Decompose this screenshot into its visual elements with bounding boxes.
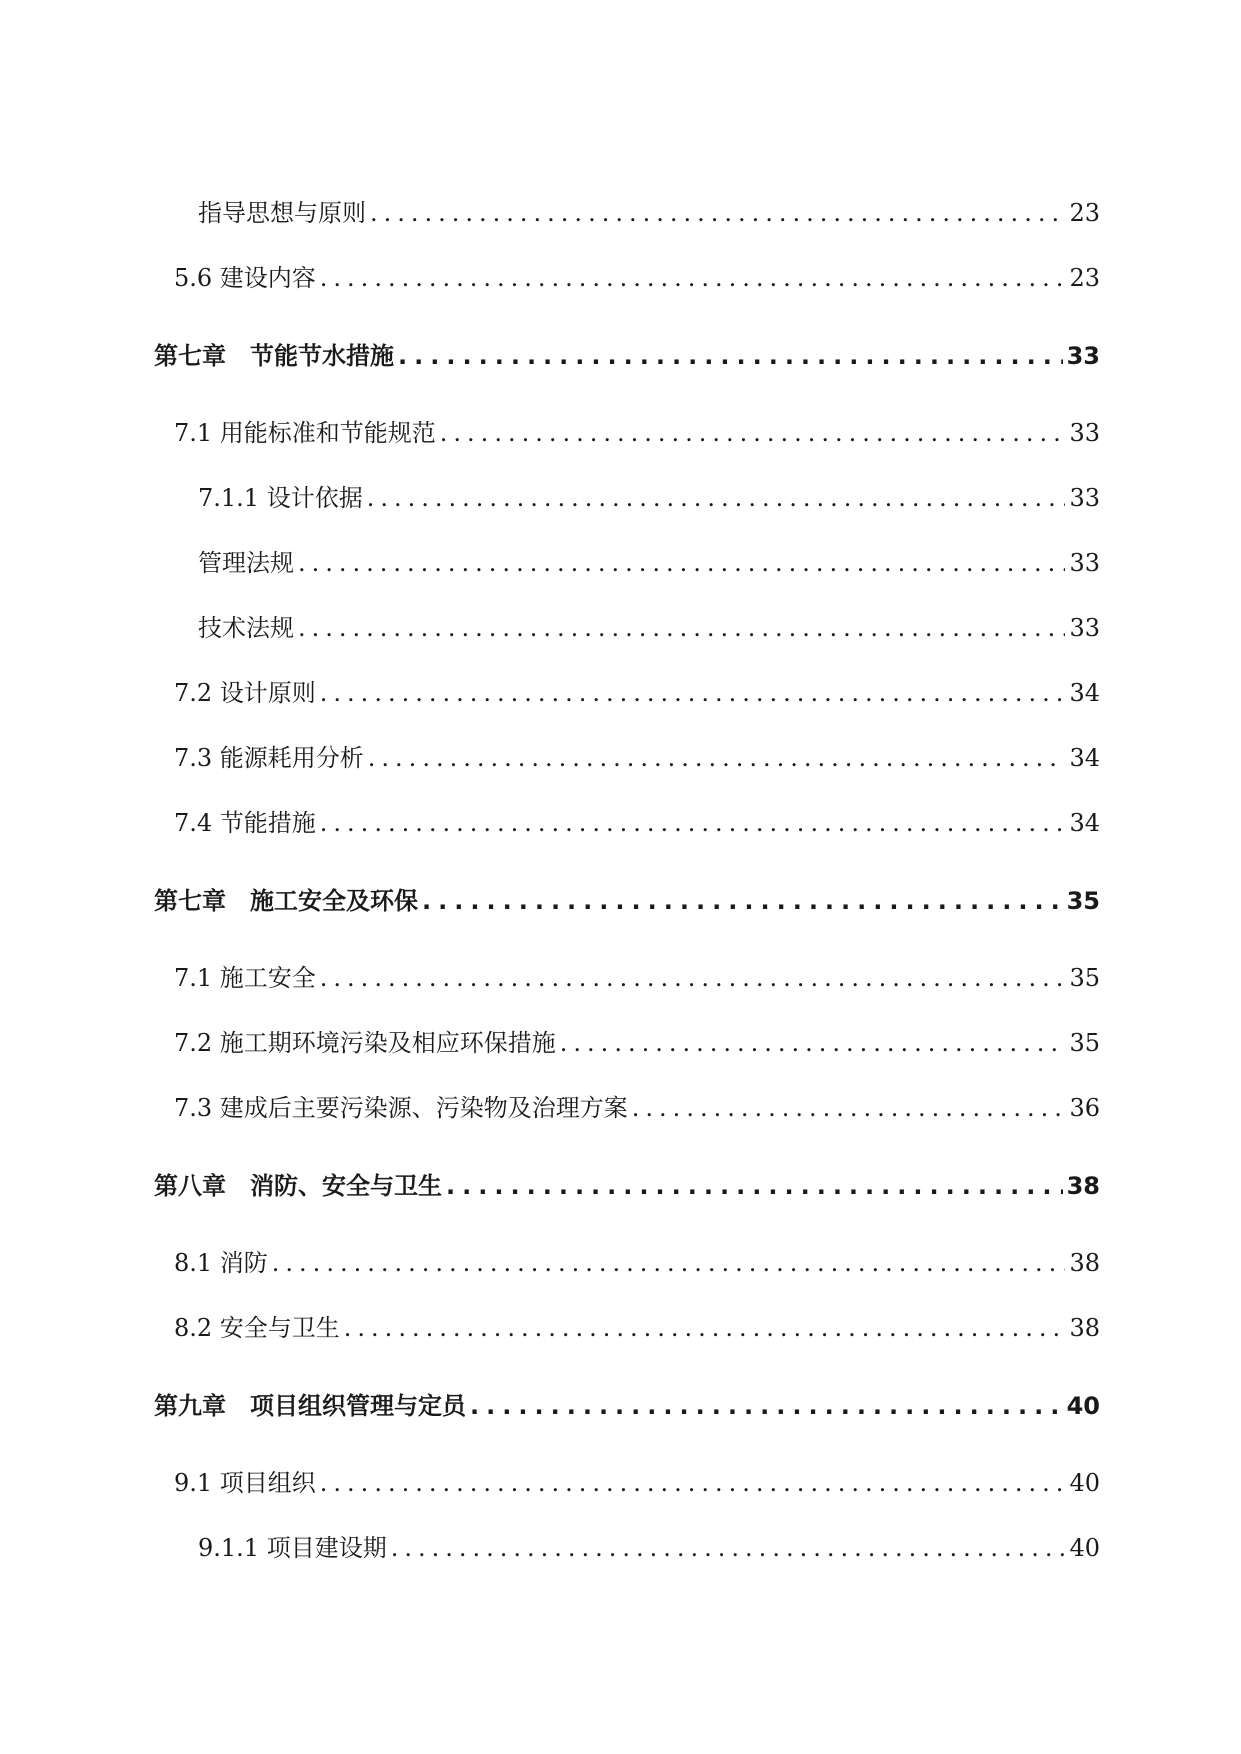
toc-entry[interactable]	[174, 1088, 1100, 1123]
toc-entry-title: 7.4 节能措施	[174, 809, 316, 837]
toc-entry[interactable]	[198, 193, 1100, 228]
toc-entry-page: 38	[1066, 1172, 1100, 1200]
toc-entry[interactable]	[174, 673, 1100, 708]
toc-entry[interactable]	[198, 543, 1100, 578]
toc-entry-page: 40	[1069, 1469, 1100, 1497]
toc-entry[interactable]	[174, 803, 1100, 838]
toc-entry-title: 8.2 安全与卫生	[174, 1314, 340, 1342]
toc-leader	[398, 342, 1063, 370]
toc-entry-page: 34	[1069, 744, 1100, 772]
toc-entry-page: 40	[1066, 1392, 1100, 1420]
toc-entry-page: 35	[1069, 1029, 1100, 1057]
toc-leader	[320, 964, 1066, 992]
toc-leader	[370, 199, 1065, 227]
toc-leader	[344, 1314, 1066, 1342]
toc-entry-title: 7.1 施工安全	[174, 964, 316, 992]
toc-entry-page: 35	[1066, 887, 1100, 915]
toc-leader	[367, 484, 1066, 512]
toc-entry-title: 7.2 施工期环境污染及相应环保措施	[174, 1029, 556, 1057]
toc-entry-title: 第七章 施工安全及环保	[154, 887, 418, 915]
toc-leader	[272, 1249, 1066, 1277]
toc-entry-title: 9.1.1 项目建设期	[198, 1534, 387, 1562]
toc-entry-title: 指导思想与原则	[198, 199, 366, 227]
toc-entry-title: 管理法规	[198, 549, 294, 577]
toc-entry-title: 9.1 项目组织	[174, 1469, 316, 1497]
toc-entry-title: 技术法规	[198, 614, 294, 642]
toc-entry[interactable]	[174, 958, 1100, 993]
toc-entry-title: 7.2 设计原则	[174, 679, 316, 707]
toc-entry[interactable]	[198, 1528, 1100, 1563]
toc-leader	[320, 679, 1066, 707]
toc-leader	[298, 614, 1065, 642]
toc-entry[interactable]	[198, 608, 1100, 643]
toc-leader	[320, 264, 1066, 292]
toc-entry-title: 第八章 消防、安全与卫生	[154, 1172, 442, 1200]
toc-entry-title: 8.1 消防	[174, 1249, 268, 1277]
toc-entry[interactable]	[174, 1023, 1100, 1058]
toc-entry-title: 第九章 项目组织管理与定员	[154, 1392, 466, 1420]
toc-chapter-entry[interactable]	[154, 881, 1100, 916]
toc-leader	[560, 1029, 1066, 1057]
toc-entry-page: 35	[1069, 964, 1100, 992]
toc-entry-title: 7.1.1 设计依据	[198, 484, 363, 512]
toc-entry[interactable]	[174, 738, 1100, 773]
toc-leader	[320, 809, 1066, 837]
toc-entry-page: 34	[1069, 809, 1100, 837]
toc-chapter-entry[interactable]	[154, 1386, 1100, 1421]
toc-entry-page: 38	[1069, 1249, 1100, 1277]
toc-entry-page: 33	[1066, 342, 1100, 370]
toc-leader	[320, 1469, 1066, 1497]
toc-entry-page: 23	[1069, 264, 1100, 292]
toc-entry-title: 7.3 建成后主要污染源、污染物及治理方案	[174, 1094, 628, 1122]
toc-entry[interactable]	[174, 1463, 1100, 1498]
toc-entry-page: 33	[1069, 419, 1100, 447]
toc-leader	[298, 549, 1065, 577]
toc-entry-page: 33	[1069, 484, 1100, 512]
toc-chapter-entry[interactable]	[154, 1166, 1100, 1201]
toc-leader	[470, 1392, 1063, 1420]
toc-entry[interactable]	[198, 478, 1100, 513]
toc-entry[interactable]	[174, 258, 1100, 293]
toc-entry-page: 38	[1069, 1314, 1100, 1342]
toc-entry[interactable]	[174, 413, 1100, 448]
toc-entry[interactable]	[174, 1243, 1100, 1278]
toc-entry-title: 7.3 能源耗用分析	[174, 744, 364, 772]
toc-leader	[422, 887, 1063, 915]
toc-chapter-entry[interactable]	[154, 336, 1100, 371]
toc-leader	[391, 1534, 1066, 1562]
toc-entry-page: 33	[1069, 549, 1100, 577]
toc-entry-page: 34	[1069, 679, 1100, 707]
toc-entry[interactable]	[174, 1308, 1100, 1343]
toc-entry-page: 40	[1069, 1534, 1100, 1562]
toc-entry-page: 36	[1069, 1094, 1100, 1122]
toc-entry-page: 23	[1069, 199, 1100, 227]
toc-leader	[632, 1094, 1066, 1122]
toc-entry-title: 第七章 节能节水措施	[154, 342, 394, 370]
toc-leader	[446, 1172, 1063, 1200]
toc-leader	[368, 744, 1066, 772]
toc-leader	[440, 419, 1066, 447]
toc-entry-title: 7.1 用能标准和节能规范	[174, 419, 436, 447]
toc-entry-page: 33	[1069, 614, 1100, 642]
toc-entry-title: 5.6 建设内容	[174, 264, 316, 292]
